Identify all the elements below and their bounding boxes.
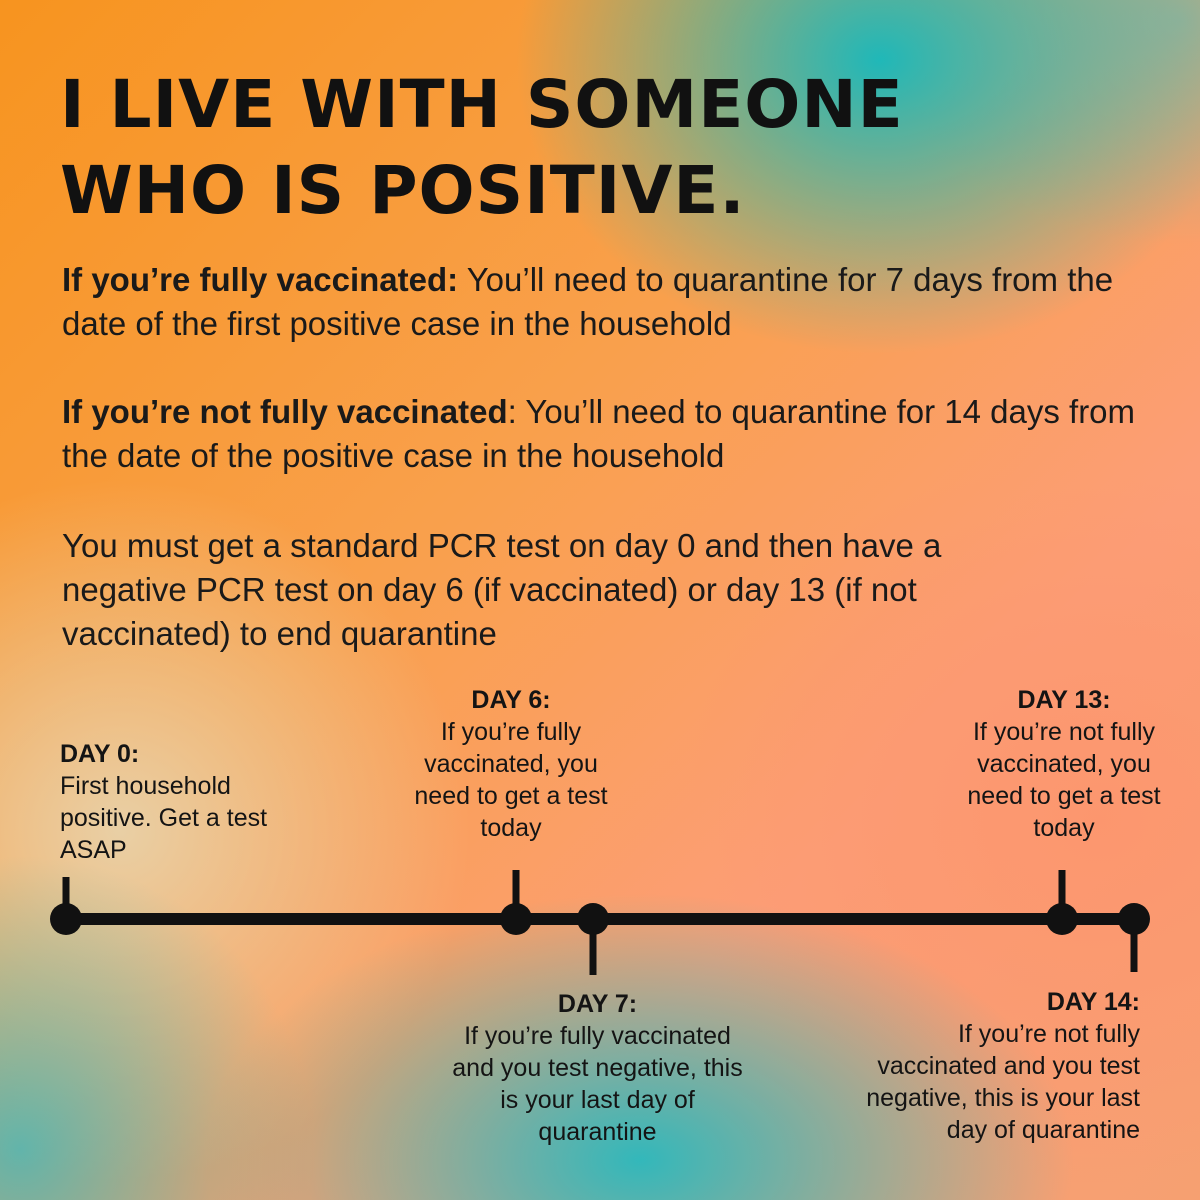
event-day-text: If you’re fully vaccinated, you need to get a test today (414, 718, 608, 842)
event-day-text: If you’re not fully vaccinated, you need to get a test today (967, 718, 1161, 842)
day-6-marker (500, 903, 532, 935)
timeline-event-day-7 (440, 988, 755, 1148)
headline (60, 62, 904, 234)
day-7-marker (577, 903, 609, 935)
timeline-graphic (0, 870, 1200, 980)
vaccinated-rule (62, 258, 1142, 346)
vaccinated-rule-label: If you’re fully vaccinated: (62, 261, 459, 298)
timeline-event-day-13 (958, 684, 1170, 844)
event-day-heading: DAY 14: (1046, 988, 1140, 1016)
day-14-marker (1118, 903, 1150, 935)
timeline-event-day-14 (850, 986, 1140, 1146)
event-day-heading: DAY 7: (557, 990, 638, 1018)
pcr-test-note: You must get a standard PCR test on day 0 and then have a negative PCR test on day 6 (if vaccinated) or day 13 (if not vaccinated) to end quarantine (62, 527, 942, 652)
not-vaccinated-rule (62, 390, 1142, 478)
event-day-text: First household positive. Get a test ASAP (60, 772, 268, 864)
event-day-text: If you’re not fully vaccinated and you test negative, this is your last day of quarantine (866, 1020, 1140, 1144)
timeline-event-day-0 (60, 738, 300, 866)
event-day-heading: DAY 0: (60, 740, 140, 768)
day-0-marker (50, 903, 82, 935)
event-day-heading: DAY 6: (471, 686, 551, 714)
headline-line-1: I LIVE WITH SOMEONE (60, 66, 904, 143)
headline-line-2: WHO IS POSITIVE. (60, 152, 746, 229)
vaccinated-rule-text: You’ll need to quarantine for 7 days from the date of the first positive case in the household (62, 261, 1114, 342)
event-day-text: If you’re fully vaccinated and you test negative, this is your last day of quarantine (452, 1022, 743, 1146)
day-13-marker (1046, 903, 1078, 935)
not-vaccinated-rule-text: : You’ll need to quarantine for 14 days from the date of the positive case in the household (62, 393, 1136, 474)
not-vaccinated-rule-label: If you’re not fully vaccinated (62, 393, 508, 430)
event-day-heading: DAY 13: (1017, 686, 1111, 714)
timeline-event-day-6 (400, 684, 622, 844)
